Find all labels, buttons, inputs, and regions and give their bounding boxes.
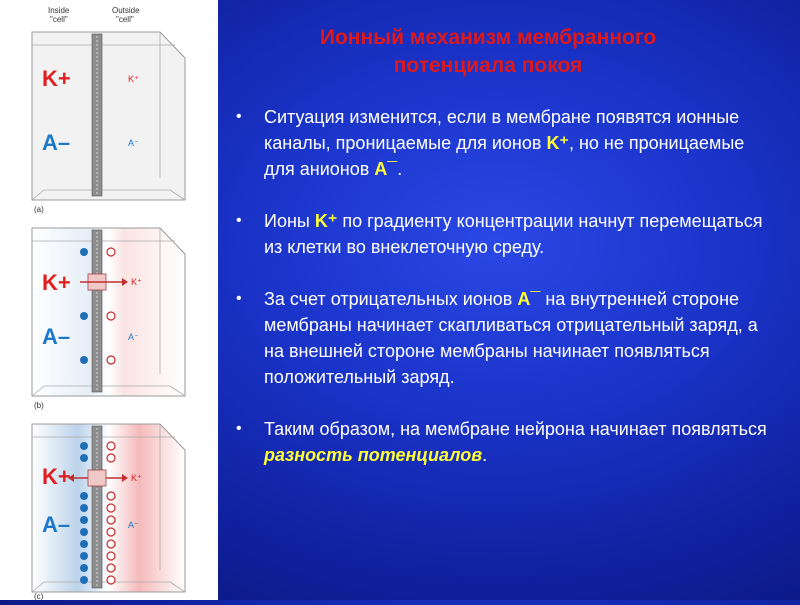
spacer [236,182,776,208]
slide-title [258,24,718,80]
panel-label-c: (c) [34,592,44,600]
title-line-1: Ионный механизм мембранного [319,26,657,49]
panel-a [32,32,185,214]
a-outside-c: A⁻ [128,520,139,530]
k-outside-b: K⁺ [131,277,142,287]
potential-difference-highlight: разность потенциалов [264,445,483,465]
panel-label-a: (a) [34,205,44,214]
pos-charge [107,356,115,364]
bullet-list [236,104,776,468]
a-ion-label: A¯ [374,159,398,179]
bullet-item: • За счет отрицательных ионов A¯ на внутренней стороне мембраны начинает скапливаться отрицательный заряд, а на внешней стороне мембраны начинает появляться положительный заряд. [236,286,776,390]
a-inside-a: A– [42,130,71,155]
k-ion-label: K⁺ [546,133,569,153]
pos-charge [107,248,115,256]
outside-header-sub: "cell" [116,15,134,24]
panel-c [32,424,185,600]
bullet-dot-icon: • [236,290,242,307]
inside-header: Inside [48,6,70,15]
bullet-item: • Таким образом, на мембране нейрона начинает появляться разность потенциалов. [236,416,776,468]
k-outside-c: K⁺ [131,473,142,483]
bullet-item: • Ионы K⁺ по градиенту концентрации начнут перемещаться из клетки во внеклеточную среду. [236,208,776,260]
diagram-panel [0,0,218,600]
neg-charge [80,248,88,256]
bullet-dot-icon: • [236,420,242,437]
neg-charge [80,356,88,364]
a-ion-label: A¯ [517,289,541,309]
membrane-c [92,426,102,588]
neg-charge [80,312,88,320]
membrane-a [92,34,102,196]
title-line-2: потенциала покоя [393,54,583,77]
bullet-dot-icon: • [236,212,242,229]
k-ion-label: K⁺ [314,211,338,231]
k-inside-a: K+ [42,66,71,91]
pos-charge [107,312,115,320]
bullet-item: • Ситуация изменится, если в мембране появятся ионные каналы, проницаемые для ионов K⁺, но не проницаемые для анионов A¯. [236,104,776,182]
spacer [236,390,776,416]
k-inside-b: K+ [42,270,71,295]
k-outside-a: K⁺ [128,74,139,84]
membrane-b [92,230,102,392]
membrane-diagram [0,0,218,600]
spacer [236,260,776,286]
inside-header-sub: "cell" [50,15,68,24]
ion-channel-c [88,470,106,486]
panel-label-b: (b) [34,401,44,410]
bullet-dot-icon: • [236,108,242,125]
outside-header: Outside [112,6,140,15]
k-inside-c: K+ [42,464,71,489]
a-outside-a: A⁻ [128,138,139,148]
panel-b [32,228,185,410]
a-inside-b: A– [42,324,71,349]
a-inside-c: A– [42,512,71,537]
a-outside-b: A⁻ [128,332,139,342]
